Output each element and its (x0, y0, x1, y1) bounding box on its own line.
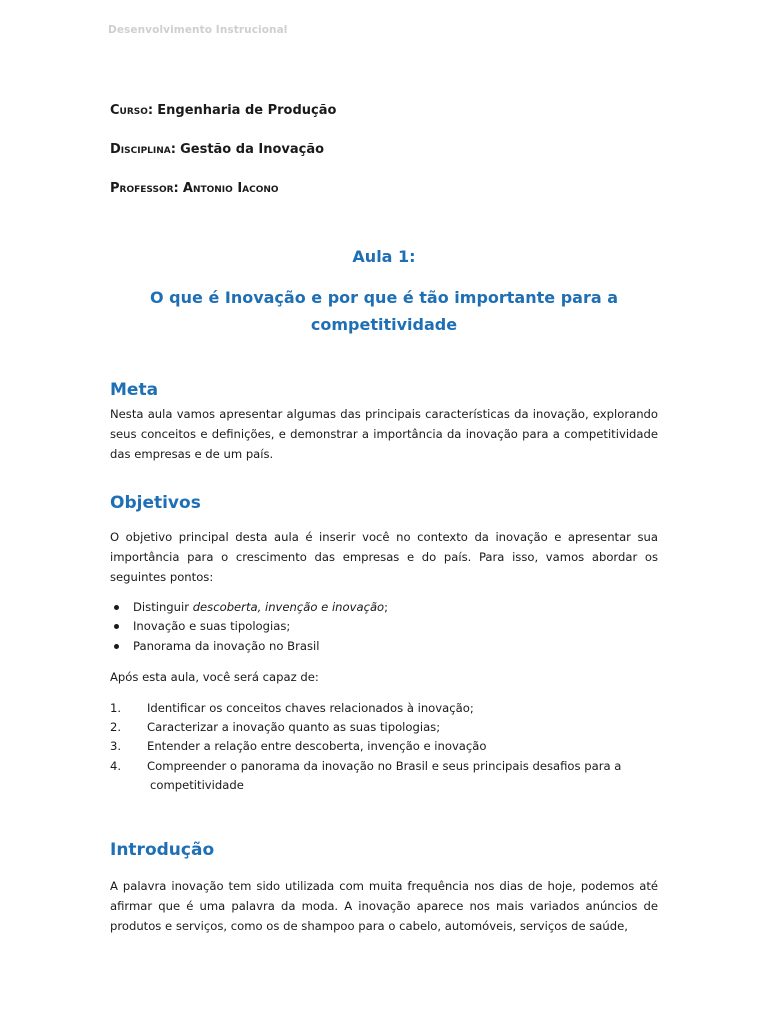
meta-paragraph: Nesta aula vamos apresentar algumas das principais características da inovação, explorando seus conceitos e definições, e demonstrar a importância da inovação para a competitividade das empresas e de um país. (110, 407, 658, 462)
introduction-paragraph: A palavra inovação tem sido utilizada com muita frequência nos dias de hoje, podemos até afirmar que é uma palavra da moda. A inovação aparece nos mais variados anúncios de produtos e serviços, como os de shampoo para o cabelo, automóveis, serviços de saúde, (110, 879, 658, 934)
course-line (110, 103, 336, 118)
bullet-icon (114, 644, 119, 649)
list-item: Distinguir descoberta, invenção e inovação; (110, 598, 658, 617)
list-item: Inovação e suas tipologias; (110, 617, 658, 636)
page-header: Desenvolvimento Instrucional (108, 24, 288, 36)
objectives-intro: O objetivo principal desta aula é inserir você no contexto da inovação e apresentar sua importância para o crescimento das empresas e do país. Para isso, vamos abordar os seguintes pontos: (110, 530, 658, 585)
lesson-number: Aula 1: (352, 247, 416, 266)
lesson-title-line1: O que é Inovação e por que é tão importante para a (150, 288, 618, 307)
objectives-heading: Objetivos (110, 493, 201, 513)
bullet-icon (114, 624, 119, 629)
professor-value: Antonio Iacono (182, 181, 279, 196)
list-item: Panorama da inovação no Brasil (110, 637, 658, 656)
discipline-label: Disciplina: (110, 142, 176, 157)
after-lesson-label: Após esta aula, você será capaz de: (110, 670, 319, 684)
professor-label: Professor: (110, 181, 179, 196)
objectives-bullet-list (110, 598, 658, 656)
list-item: 3. Entender a relação entre descoberta, invenção e inovação (110, 739, 487, 754)
list-item: 4. Compreender o panorama da inovação no Brasil e seus principais desafios para a competitividade (110, 758, 622, 792)
list-item: 1. Identificar os conceitos chaves relacionados à inovação; (110, 701, 474, 715)
discipline-line (110, 142, 324, 157)
professor-line (110, 181, 279, 196)
bullet-icon (114, 605, 119, 610)
capabilities-numbered-list (110, 699, 658, 795)
list-item: 2. Caracterizar a inovação quanto as suas tipologias; (110, 720, 441, 735)
meta-heading: Meta (110, 380, 159, 400)
course-value: Engenharia de Produção (157, 103, 337, 118)
discipline-value: Gestão da Inovação (180, 142, 325, 157)
lesson-title-line2: competitividade (310, 315, 458, 334)
course-label: Curso: (110, 103, 154, 118)
lesson-title (110, 284, 658, 338)
introduction-heading: Introdução (110, 840, 215, 860)
